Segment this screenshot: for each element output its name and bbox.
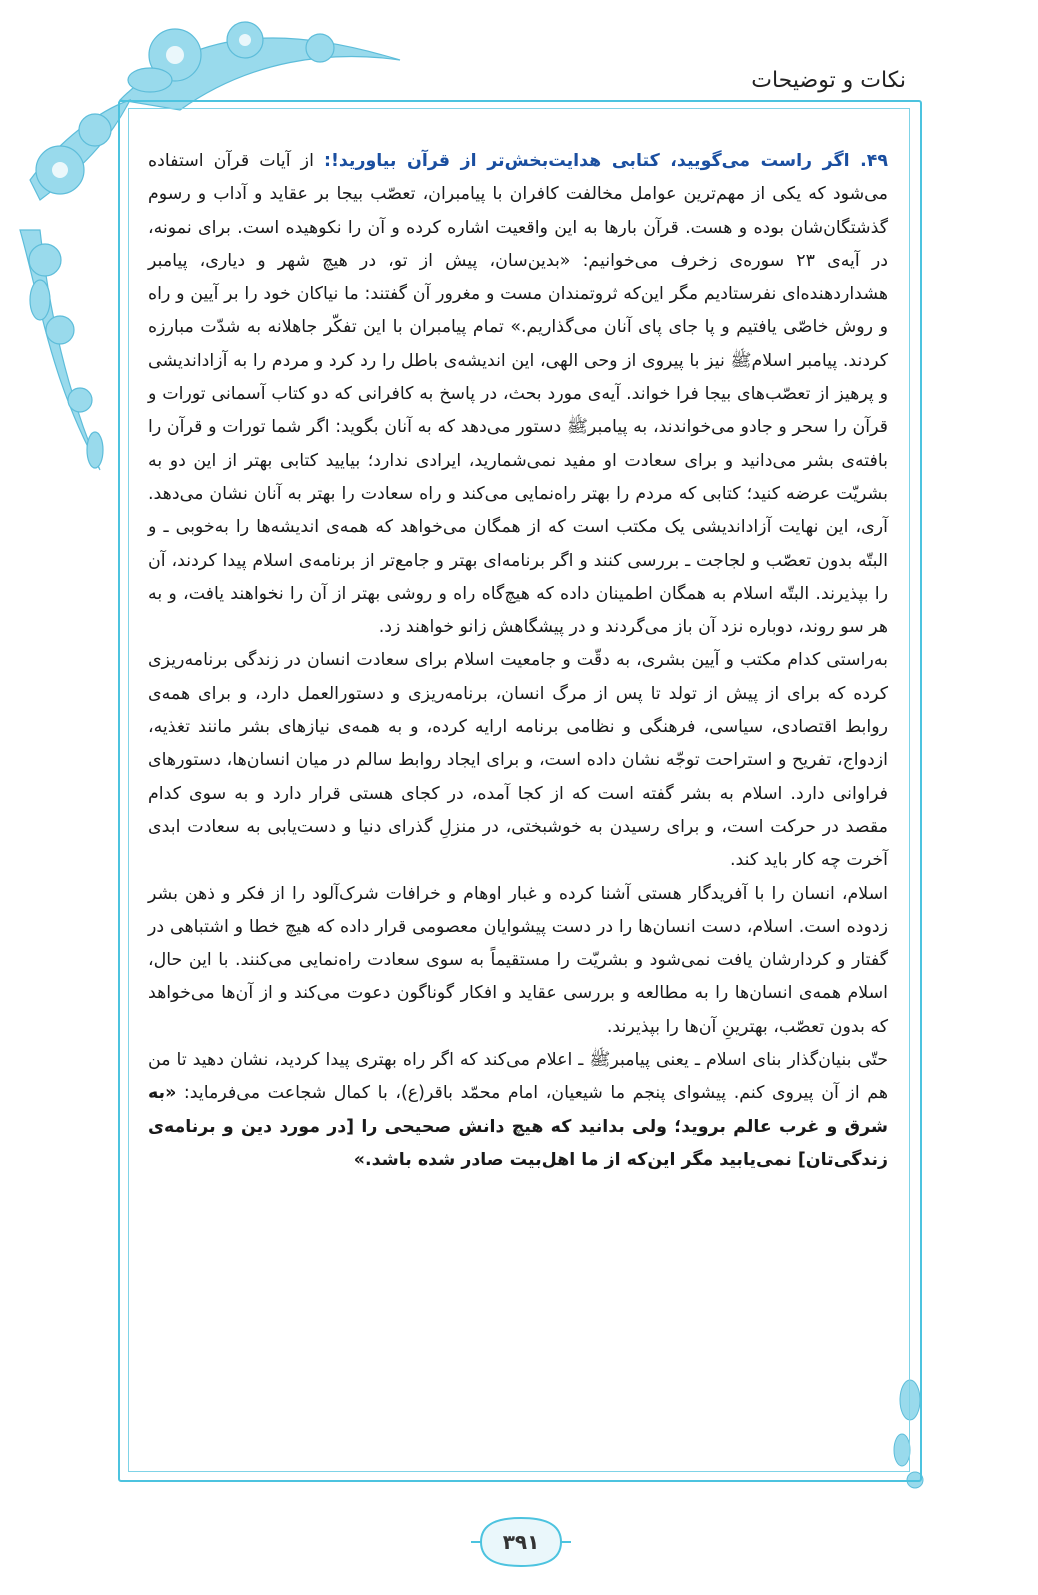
paragraph-1-text: از آیات قرآن استفاده می‌شود که یکی از مهم‌ترین عوامل مخالفت کافران با پیامبران، تعصّب بیجا بر عقاید و آداب و رسوم گذشتگان‌شان بوده و هست. قرآن بارها به این واقعیت اشاره کرده و آن را نکوهیده است. برای نمونه، در آیه‌ی ۲۳ سوره‌ی زخرف می‌خوانیم: «بدین‌سان، پیش از تو، در هیچ شهر و دیاری، پیامبر هشداردهنده‌ای نفرستادیم مگر این‌که ثروتمندان مست و مغرور آن گفتند: ما نیاکان خود را بر آیین و راه و روش خاصّی یافتیم و پا جای پای آنان می‌گذاریم.» تمام پیامبران با این تفکّر جاهلانه به شدّت مبارزه کردند. پیامبر اسلامﷺ نیز با پیروی از وحی الهی، این اندیشه‌ی باطل را رد کرد و مردم را به آزاداندیشی و پرهیز از تعصّب‌های بیجا فرا خواند. آیه‌ی مورد بحث، در پاسخ به کافرانی که دو کتاب آسمانی تورات و قرآن را سحر و جادو می‌خواندند، به پیامبرﷺ دستور می‌دهد که به آنان بگوید: اگر شما تورات و قرآن را بافته‌ی بشر می‌دانید و برای سعادت او مفید نمی‌شمارید، ایرادی ندارد؛ بیایید کتابی بهتر از این دو به بشریّت عرضه کنید؛ کتابی که مردم را بهتر راه‌نمایی می‌کند و راه سعادت را بهتر به آنان نشان می‌دهد. آری، این نهایت آزاداندیشی یک مکتب است که از همگان می‌خواهد که همه‌ی اندیشه‌ها را به‌خوبی ـ و البتّه بدون تعصّب و لجاجت ـ بررسی کنند و اگر برنامه‌ای بهتر و جامع‌تر از برنامه‌ی اسلام پیدا کردند، آن را بپذیرند. البتّه اسلام به همگان اطمینان داده که هیچ‌گاه راه و روشی بهتر از آن را نخواهند یافت، و به هر سو روند، دوباره نزد آن باز می‌گردند و در پیشگاهش زانو خواهند زد.: [148, 151, 888, 638]
paragraph-1: [148, 145, 888, 644]
paragraph-3: اسلام، انسان را با آفریدگار هستی آشنا کرده و غبار اوهام و خرافات شرک‌آلود را از فکر و ذهن بشر زدوده است. اسلام، دست انسان‌ها را در دست پیشوایان معصومی قرار داده که هیچ خطا و اشتباهی در گفتار و کردارشان یافت نمی‌شود و بشریّت را مستقیماً به سوی سعادت راه‌نمایی می‌کنند. با این حال، اسلام همه‌ی انسان‌ها را به مطالعه و بررسی عقاید و افکار گوناگون دعوت می‌کند و از آن‌ها می‌خواهد که بدون تعصّب، بهترینِ آن‌ها را بپذیرند.: [148, 883, 888, 1037]
page-number: ۳۹۱: [502, 1530, 540, 1554]
item-heading: ۴۹. اگر راست می‌گویید، کتابی هدایت‌بخش‌تر از قرآن بیاورید!:: [324, 151, 888, 171]
paragraph-2: به‌راستی کدام مکتب و آیین بشری، به دقّت و جامعیت اسلام برای سعادت انسان در زندگی برنامه‌ریزی کرده که برای از پیش از تولد تا پس از مرگ انسان، برنامه‌ریزی و دستورالعمل دارد، و برای همه‌ی روابط اقتصادی، سیاسی، فرهنگی و نظامی برنامه ارایه کرده، و به همه‌ی نیازهای بشر مانند تغذیه، ازدواج، تفریح و استراحت توجّه نشان داده است، و برای ایجاد روابط سالم در میان انسان‌ها، دستورهای فراوانی دارد. اسلام به بشر گفته است که از کجا آمده، در کجای هستی قرار دارد و به سوی کدام مقصد در حرکت است، و برای رسیدن به خوشبختی، در منزلِ گذرای دنیا و دست‌یابی به سعادت ابدی آخرت چه کار باید کند.: [148, 650, 888, 871]
paragraph-4: [148, 1044, 888, 1177]
paragraph-4-text: حتّی بنیان‌گذار بنای اسلام ـ یعنی پیامبرﷺ ـ اعلام می‌کند که اگر راه بهتری پیدا کردید، نشان دهید تا من هم از آن پیروی کنم. پیشوای پنجم ما شیعیان، امام محمّد باقر(ع)، با کمال شجاعت می‌فرماید:: [148, 1050, 888, 1104]
main-text: [148, 145, 888, 1177]
section-title: نکات و توضیحات: [751, 68, 906, 93]
header-rule: [560, 100, 918, 102]
hadith-quote: «به شرق و غرب عالم بروید؛ ولی بدانید که هیچ دانش صحیحی را [در مورد دین و برنامه‌ی زندگی‌تان] نمی‌یابید مگر این‌که از ما اهل‌بیت صادر شده باشد.»: [148, 1083, 888, 1170]
